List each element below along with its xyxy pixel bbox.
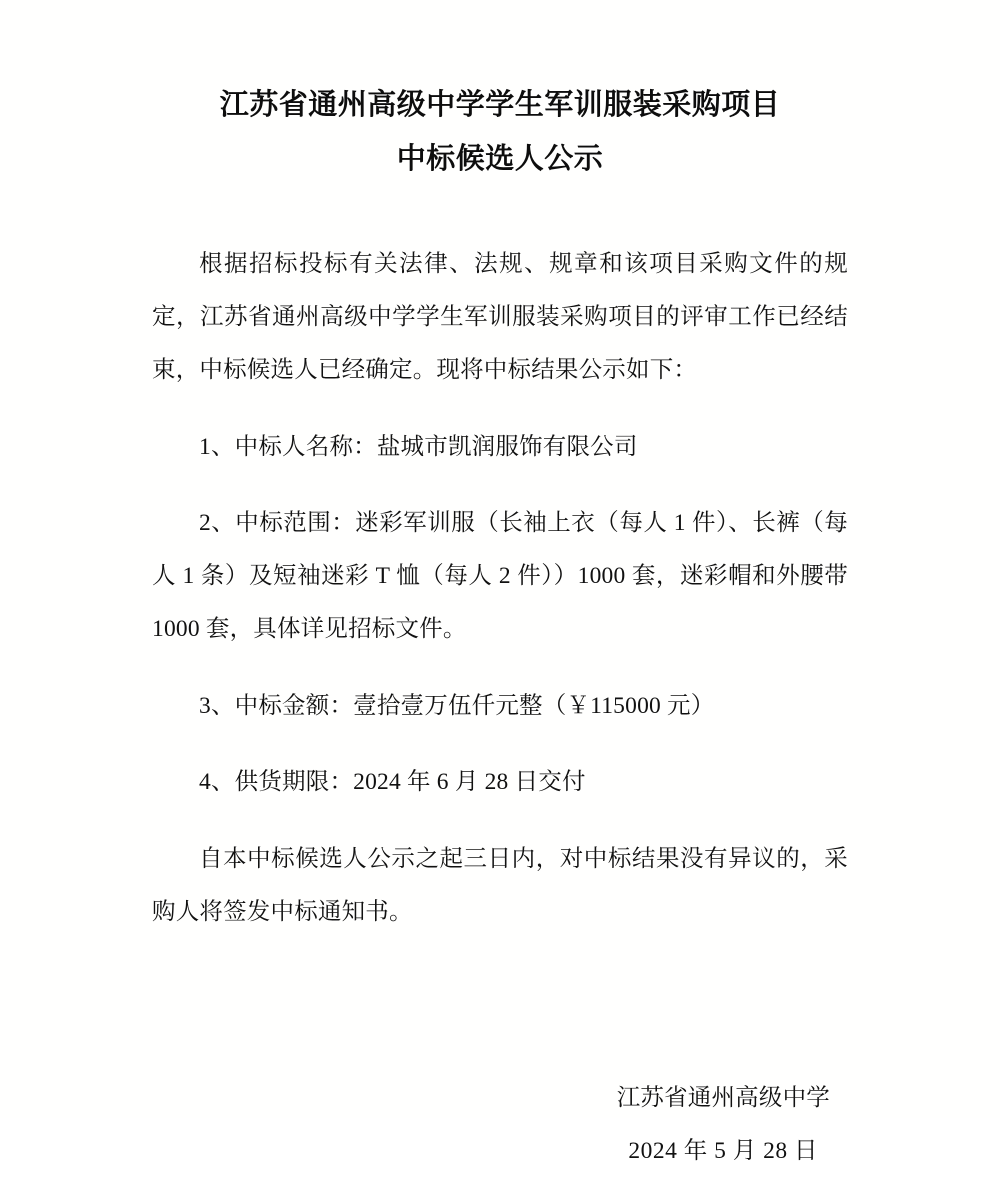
document-body	[152, 238, 848, 939]
signature-spacer	[152, 962, 848, 1072]
page-title-line-1: 江苏省通州高级中学学生军训服装采购项目	[219, 89, 781, 121]
paragraph-intro: 根据招标投标有关法律、法规、规章和该项目采购文件的规定，江苏省通州高级中学学生军训服装采购项目的评审工作已经结束，中标候选人已经确定。现将中标结果公示如下：	[152, 251, 848, 383]
paragraph-objection-notice: 自本中标候选人公示之起三日内，对中标结果没有异议的，采购人将签发中标通知书。	[152, 845, 848, 925]
paragraph-amount: 3、中标金额：壹拾壹万伍仟元整（￥115000 元）	[199, 692, 715, 719]
paragraph-delivery: 4、供货期限：2024 年 6 月 28 日交付	[199, 769, 586, 795]
page-title	[152, 78, 848, 186]
page-title-line-2: 中标候选人公示	[396, 143, 604, 175]
signature-organization: 江苏省通州高级中学	[616, 1085, 830, 1111]
signature-block	[152, 1072, 848, 1178]
paragraph-winner-name: 1、中标人名称：盐城市凯润服饰有限公司	[199, 433, 638, 460]
signature-date: 2024 年 5 月 28 日	[628, 1138, 818, 1164]
paragraph-scope: 2、中标范围：迷彩军训服（长袖上衣（每人 1 件）、长裤（每人 1 条）及短袖迷彩 T 恤（每人 2 件））1000 套，迷彩帽和外腰带 1000 套，具体详见招标文件。	[152, 510, 848, 642]
